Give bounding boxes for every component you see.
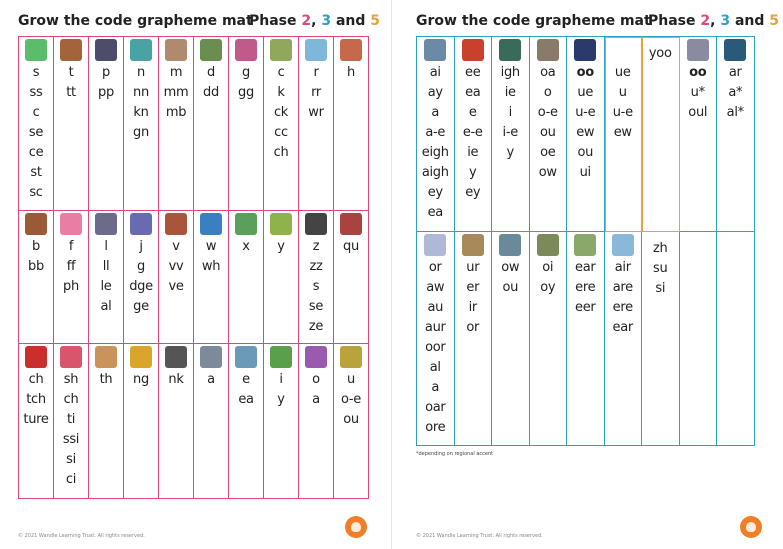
grapheme: n xyxy=(137,65,145,80)
grapheme: qu xyxy=(343,239,359,254)
grapheme: or xyxy=(428,260,442,275)
grapheme: ce xyxy=(28,145,44,160)
grapheme-cell xyxy=(229,211,264,344)
hook-icon xyxy=(687,39,709,61)
penguin-icon xyxy=(95,39,117,61)
grapheme: m xyxy=(169,65,183,80)
grapheme: pp xyxy=(98,85,114,100)
grapheme: e xyxy=(242,372,250,387)
grapheme-cell xyxy=(492,232,530,446)
air-icon xyxy=(612,234,634,256)
grapheme-cell xyxy=(605,37,643,232)
grapheme-cell xyxy=(19,37,54,211)
grapheme: ture xyxy=(23,412,49,427)
grapheme: ch xyxy=(273,145,289,160)
grapheme: al xyxy=(100,299,112,314)
left-grapheme-grid xyxy=(18,36,369,499)
grapheme: si xyxy=(655,281,666,296)
grapheme: gn xyxy=(133,125,149,140)
volcano-icon xyxy=(165,213,187,235)
grapheme-header: zh xyxy=(653,241,668,256)
fire-engine-icon xyxy=(462,39,484,61)
grapheme: ar xyxy=(728,65,742,80)
grapheme: tt xyxy=(66,85,76,100)
insect-icon xyxy=(270,346,292,368)
grapheme: kn xyxy=(133,105,149,120)
grapheme-cell xyxy=(159,344,194,499)
grapheme: y xyxy=(506,145,514,160)
grapheme: o xyxy=(543,85,552,100)
umbrella-icon xyxy=(340,346,362,368)
grapheme: e xyxy=(468,105,477,120)
grapheme: ere xyxy=(575,280,596,295)
grapheme: i xyxy=(508,105,512,120)
grapheme: vv xyxy=(168,259,184,274)
grapheme-cell xyxy=(194,37,229,211)
grapheme: u-e xyxy=(612,105,633,120)
grapheme-cell xyxy=(455,232,493,446)
grapheme-cell xyxy=(264,344,299,499)
grapheme: f xyxy=(68,239,74,254)
grapheme: ere xyxy=(612,300,633,315)
grapheme: ss xyxy=(29,85,43,100)
grapheme: p xyxy=(102,65,110,80)
grapheme: ie xyxy=(504,85,516,100)
grapheme: ey xyxy=(427,185,443,200)
grapheme: si xyxy=(66,452,76,467)
grapheme: i-e xyxy=(502,125,518,140)
grapheme-cell xyxy=(194,344,229,499)
grapheme: ou xyxy=(539,125,556,140)
grapheme: ue xyxy=(614,65,631,80)
grapheme-cell xyxy=(159,37,194,211)
grapheme: are xyxy=(612,280,633,295)
grapheme: aur xyxy=(424,320,446,335)
ship-icon xyxy=(60,346,82,368)
grapheme: a-e xyxy=(425,125,446,140)
grapheme-cell xyxy=(642,232,680,446)
goat-icon xyxy=(537,39,559,61)
grapheme-cell xyxy=(124,211,159,344)
grapheme: gg xyxy=(238,85,254,100)
grapheme: ou xyxy=(577,145,594,160)
grapheme: cc xyxy=(274,125,288,140)
unicorn-icon xyxy=(424,234,446,256)
grapheme: ear xyxy=(612,320,633,335)
lollipop-icon xyxy=(95,213,117,235)
grapheme-header: yoo xyxy=(648,46,672,61)
grapheme: a xyxy=(431,105,440,120)
duck-icon xyxy=(200,39,222,61)
grapheme: a xyxy=(312,392,320,407)
grapheme: ch xyxy=(63,392,79,407)
grapheme-cell xyxy=(299,344,334,499)
grapheme: w xyxy=(205,239,217,254)
grapheme: ore xyxy=(425,420,446,435)
mouse-icon xyxy=(165,39,187,61)
grapheme: h xyxy=(347,65,355,80)
grapheme: aigh xyxy=(421,165,449,180)
grapheme: mm xyxy=(163,85,189,100)
grapheme: r xyxy=(313,65,319,80)
ear-icon xyxy=(574,234,596,256)
grapheme: ci xyxy=(65,472,77,487)
grapheme: wr xyxy=(308,105,324,120)
grapheme: bb xyxy=(28,259,44,274)
grapheme: oo xyxy=(576,65,594,80)
zebra-icon xyxy=(305,213,327,235)
grapheme: nn xyxy=(133,85,149,100)
girl-icon xyxy=(235,39,257,61)
page-title: Grow the code grapheme mat xyxy=(416,13,651,29)
grapheme: nk xyxy=(168,372,184,387)
grapheme-cell xyxy=(530,37,568,232)
grapheme: y xyxy=(277,239,285,254)
grapheme-cell xyxy=(717,37,755,232)
grapheme: su xyxy=(653,261,668,276)
grapheme: l xyxy=(104,239,108,254)
grapheme: c xyxy=(277,65,285,80)
grapheme: d xyxy=(207,65,215,80)
waves-icon xyxy=(200,213,222,235)
grapheme: ch xyxy=(28,372,44,387)
grapheme: le xyxy=(100,279,112,294)
right-page xyxy=(392,0,783,549)
page-title: Grow the code grapheme mat xyxy=(18,13,253,29)
grapheme: sc xyxy=(29,185,43,200)
grapheme: j xyxy=(139,239,143,254)
grapheme: oy xyxy=(540,280,556,295)
grapheme-cell xyxy=(567,232,605,446)
grapheme: ew xyxy=(613,125,632,140)
grapheme-cell xyxy=(417,37,455,232)
grapheme: ea xyxy=(427,205,443,220)
grapheme-cell xyxy=(19,211,54,344)
grapheme: s xyxy=(32,65,40,80)
grapheme: a xyxy=(431,380,440,395)
skunk-icon xyxy=(165,346,187,368)
grapheme-cell xyxy=(334,344,369,499)
grapheme: u* xyxy=(690,85,705,100)
car-icon xyxy=(724,39,746,61)
grapheme: or xyxy=(466,320,480,335)
moon-icon xyxy=(574,39,596,61)
net-icon xyxy=(130,39,152,61)
grapheme: ow xyxy=(538,165,557,180)
caterpillar-icon xyxy=(270,39,292,61)
beaver-icon xyxy=(25,213,47,235)
grapheme: se xyxy=(28,125,44,140)
elephant-icon xyxy=(235,346,257,368)
grapheme-cell xyxy=(417,232,455,446)
grapheme-cell xyxy=(455,37,493,232)
grapheme: k xyxy=(277,85,285,100)
grapheme: oa xyxy=(540,65,556,80)
grapheme: oe xyxy=(540,145,556,160)
phase-label: Phase 2, 3 and 5 xyxy=(249,13,381,29)
tiger-icon xyxy=(60,39,82,61)
grapheme: al* xyxy=(726,105,744,120)
grapheme: e-e xyxy=(462,125,483,140)
grapheme-cell xyxy=(334,211,369,344)
grapheme: ge xyxy=(133,299,149,314)
grapheme: ou xyxy=(502,280,519,295)
octopus-icon xyxy=(305,346,327,368)
grapheme: tch xyxy=(26,392,46,407)
grapheme: ur xyxy=(466,260,480,275)
grapheme: oi xyxy=(542,260,554,275)
ring-icon xyxy=(130,346,152,368)
grapheme-cell xyxy=(229,37,264,211)
astronaut-icon xyxy=(200,346,222,368)
grapheme: i xyxy=(279,372,283,387)
grapheme-cell xyxy=(229,344,264,499)
grapheme: oor xyxy=(425,340,446,355)
grapheme-cell xyxy=(264,37,299,211)
grapheme-cell xyxy=(89,211,124,344)
grapheme: ai xyxy=(429,65,441,80)
grapheme: ay xyxy=(427,85,443,100)
footnote: *depending on regional accent xyxy=(416,451,494,457)
grapheme: ew xyxy=(576,125,595,140)
grapheme-cell xyxy=(567,37,605,232)
grapheme-cell xyxy=(530,232,568,446)
grapheme: b xyxy=(32,239,40,254)
grapheme-cell xyxy=(54,37,89,211)
grapheme: t xyxy=(68,65,74,80)
grapheme: ck xyxy=(273,105,289,120)
grapheme: ff xyxy=(66,259,76,274)
grapheme: y xyxy=(469,165,477,180)
lion-icon xyxy=(462,234,484,256)
grapheme: aw xyxy=(426,280,445,295)
rain-icon xyxy=(424,39,446,61)
right-grapheme-grid xyxy=(416,36,755,446)
grapheme: ph xyxy=(63,279,79,294)
grapheme: g xyxy=(137,259,145,274)
grapheme: air xyxy=(614,260,631,275)
copyright-footer: © 2021 Wandle Learning Trust. All rights reserved. xyxy=(416,533,543,539)
grapheme: oul xyxy=(688,105,708,120)
tree-icon xyxy=(537,234,559,256)
box-icon xyxy=(235,213,257,235)
lighthouse-icon xyxy=(499,39,521,61)
grapheme-cell xyxy=(124,37,159,211)
copyright-footer: © 2021 Wandle Learning Trust. All rights reserved. xyxy=(18,533,145,539)
grapheme: z xyxy=(312,239,320,254)
grapheme: ie xyxy=(467,145,479,160)
grapheme: u xyxy=(618,85,627,100)
grapheme: wh xyxy=(201,259,221,274)
grapheme: er xyxy=(466,280,480,295)
grapheme: a* xyxy=(728,85,743,100)
grapheme-cell xyxy=(334,37,369,211)
grapheme: au xyxy=(427,300,444,315)
thumb-icon xyxy=(95,346,117,368)
grapheme-cell xyxy=(299,211,334,344)
grapheme-cell xyxy=(264,211,299,344)
grapheme-cell xyxy=(680,37,718,232)
grapheme-cell xyxy=(605,232,643,446)
horse-icon xyxy=(340,39,362,61)
wandle-logo-icon xyxy=(345,516,367,538)
grapheme: v xyxy=(172,239,180,254)
grapheme: c xyxy=(32,105,40,120)
grapheme: o-e xyxy=(537,105,558,120)
grapheme: zz xyxy=(309,259,323,274)
grapheme: se xyxy=(308,299,324,314)
grapheme-cell xyxy=(54,344,89,499)
grapheme: eer xyxy=(575,300,596,315)
grapheme: s xyxy=(312,279,320,294)
grapheme-cell xyxy=(159,211,194,344)
grapheme: sh xyxy=(63,372,79,387)
grapheme: u xyxy=(347,372,355,387)
jack-in-box-icon xyxy=(130,213,152,235)
grapheme: dd xyxy=(203,85,219,100)
grapheme: st xyxy=(30,165,42,180)
grapheme: g xyxy=(242,65,250,80)
grapheme: ll xyxy=(102,259,110,274)
grapheme: dge xyxy=(129,279,153,294)
grapheme: rr xyxy=(311,85,321,100)
grapheme: ow xyxy=(501,260,520,275)
grapheme: ir xyxy=(468,300,477,315)
grapheme: ea xyxy=(465,85,481,100)
grapheme: ey xyxy=(465,185,481,200)
grapheme: ee xyxy=(465,65,481,80)
grapheme: ve xyxy=(168,279,184,294)
yoyo-icon xyxy=(270,213,292,235)
grapheme: eigh xyxy=(421,145,449,160)
grapheme-cell xyxy=(642,37,680,232)
grapheme-cell xyxy=(89,344,124,499)
grapheme: ear xyxy=(575,260,596,275)
grapheme: oo xyxy=(689,65,707,80)
grapheme: al xyxy=(429,360,441,375)
grapheme: oar xyxy=(425,400,446,415)
snake-icon xyxy=(25,39,47,61)
grapheme: th xyxy=(99,372,113,387)
flamingo-icon xyxy=(60,213,82,235)
grapheme-cell xyxy=(124,344,159,499)
grapheme: ui xyxy=(579,165,591,180)
grapheme-cell xyxy=(194,211,229,344)
grapheme: ng xyxy=(133,372,149,387)
grapheme: ue xyxy=(577,85,594,100)
owl-icon xyxy=(499,234,521,256)
phase-label: Phase 2, 3 and 5 xyxy=(648,13,780,29)
cherries-icon xyxy=(25,346,47,368)
grapheme: ea xyxy=(238,392,254,407)
grapheme-cell xyxy=(19,344,54,499)
grapheme: ssi xyxy=(62,432,80,447)
grapheme: ze xyxy=(308,319,324,334)
grapheme-cell xyxy=(717,232,755,446)
grapheme: ou xyxy=(343,412,359,427)
grapheme: u-e xyxy=(575,105,596,120)
grapheme: o xyxy=(312,372,320,387)
grapheme-cell xyxy=(680,232,718,446)
grapheme: x xyxy=(242,239,250,254)
queen-icon xyxy=(340,213,362,235)
grapheme: mb xyxy=(165,105,187,120)
grapheme-cell xyxy=(492,37,530,232)
rainbow-icon xyxy=(305,39,327,61)
grapheme: ti xyxy=(66,412,76,427)
grapheme: y xyxy=(277,392,285,407)
grapheme: a xyxy=(207,372,215,387)
grapheme: igh xyxy=(500,65,520,80)
grapheme-cell xyxy=(54,211,89,344)
grapheme-cell xyxy=(89,37,124,211)
grapheme-cell xyxy=(299,37,334,211)
wandle-logo-icon xyxy=(740,516,762,538)
grapheme: o-e xyxy=(341,392,361,407)
